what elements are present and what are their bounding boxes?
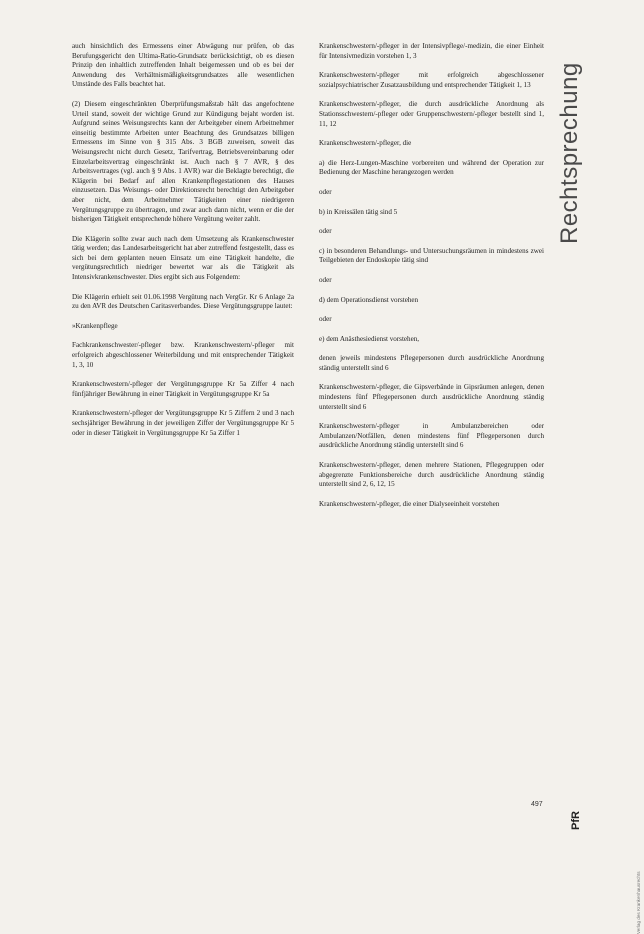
- paragraph: Die Klägerin sollte zwar auch nach dem Umsetzung als Krankenschwester tätig werden; das Landesarbeitsgericht hat aber zutreffend festgestellt, dass es sich bei dem geplanten neuen Einsatz um eine Tätigkeit handelte, die vergütungsrechtlich niedriger bewertet war als die Tätigkeit als Intensivkrankenschwester. Dies ergibt sich aus Folgendem:: [72, 234, 294, 282]
- paragraph: oder: [319, 227, 332, 236]
- paragraph: Krankenschwestern/-pfleger der Vergütungsgruppe Kr 5 Ziffern 2 und 3 nach sechsjähriger Bewährung in der jeweiligen Ziffer der Vergütungsgruppe Kr 5 oder in dieser Tätigkeit in Vergütungsgruppe Kr 5a Ziffer 1: [72, 409, 294, 437]
- paragraph: a) die Herz-Lungen-Maschine vorbereiten und während der Operation zur Bedienung der Maschine herangezogen werden: [319, 158, 544, 177]
- paragraph: Krankenschwestern/-pfleger, die einer Dialyseeinheit vorstehen: [319, 499, 500, 508]
- paragraph: c) in besonderen Behandlungs- und Untersuchungsräumen in mindestens zwei Teilgebieten der Endoskopie tätig sind: [319, 246, 544, 265]
- section-title: Rechtsprechung: [556, 62, 583, 244]
- journal-logo: PfR: [570, 811, 582, 830]
- left-column: [72, 42, 294, 448]
- paragraph: oder: [319, 275, 332, 284]
- paragraph: oder: [319, 187, 332, 196]
- paragraph: Krankenschwestern/-pfleger, die durch ausdrückliche Anordnung als Stationsschwestern/-pfleger oder Gruppenschwestern/-pfleger bestellt sind 1, 11, 12: [319, 100, 544, 128]
- paragraph: Krankenschwestern/-pfleger, denen mehrere Stationen, Pflegegruppen oder abgegrenzte Funktionsbereiche durch ausdrückliche Anordnung ständig unterstellt sind 2, 6, 12, 15: [319, 461, 544, 489]
- paragraph: Die Klägerin erhielt seit 01.06.1998 Vergütung nach VergGr. Kr 6 Anlage 2a zu den AVR des Deutschen Caritasverbandes. Diese Vergütungsgruppe lautet:: [72, 292, 294, 311]
- paragraph: denen jeweils mindestens Pflegepersonen durch ausdrückliche Anordnung ständig unterstellt sind 6: [319, 354, 544, 372]
- paragraph: Fachkrankenschwester/-pfleger bzw. Krankenschwestern/-pfleger mit erfolgreich abgeschlossener Weiterbildung und mit entsprechender Tätigkeit 1, 3, 10: [72, 341, 294, 369]
- paragraph: d) dem Operationsdienst vorstehen: [319, 295, 419, 304]
- publisher-note: Verlag des Krankenhausrechts: [636, 871, 641, 934]
- paragraph: e) dem Anästhesiedienst vorstehen,: [319, 334, 420, 343]
- paragraph: oder: [319, 315, 332, 324]
- paragraph: auch hinsichtlich des Ermessens einer Abwägung nur prüfen, ob das Berufungsgericht den Ultima-Ratio-Grundsatz berücksichtigt, ob es diesen Prinzip den inhaltlich zutreffenden Inhalt beigemessen und ob es bei der Anwendung des Verhältnismäßigkeitsgrundsatzes alle wesentlichen Umstände des Falls beachtet hat.: [72, 42, 294, 89]
- paragraph: b) in Kreissälen tätig sind 5: [319, 207, 398, 216]
- paragraph: Krankenschwestern/-pfleger der Vergütungsgruppe Kr 5a Ziffer 4 nach fünfjähriger Bewährung in einer Tätigkeit in Vergütungsgruppe Kr 5a: [72, 380, 294, 398]
- paragraph: Krankenschwestern/-pfleger mit erfolgreich abgeschlossener sozialpsychiatrischer Zusatzausbildung und entsprechender Tätigkeit 1, 13: [319, 71, 544, 89]
- paragraph: Krankenschwestern/-pfleger in der Intensivpflege/-medizin, die einer Einheit für Intensivmedizin vorstehen 1, 3: [319, 42, 544, 60]
- page-number: 497: [531, 801, 543, 808]
- paragraph: Krankenschwestern/-pfleger, die Gipsverbände in Gipsräumen anlegen, denen mindestens fünf Pflegepersonen durch ausdrückliche Anordnung ständig unterstellt sind 6: [319, 383, 544, 411]
- right-column: [319, 42, 544, 519]
- paragraph: (2) Diesem eingeschränkten Überprüfungsmaßstab hält das angefochtene Urteil stand, soweit der wichtige Grund zur Kündigung bejaht worden ist. Aufgrund seines Weisungsrechts kann der Arbeitgeber einem Arbeitnehmer einseitig bestimmte Arbeiten unter Beachtung des Grundsatzes billigen Ermessens im Sinne von § 315 Abs. 3 BGB zuweisen, soweit das Weisungsrecht nicht durch Gesetz, Tarifvertrag, Betriebsvereinbarung oder Einzelarbeitsvertrag eingeschränkt ist. Auch nach § 7 AVR, § des Arbeitsvertrages (vgl. auch § 9 Abs. 1 AVR) war die Beklagte berechtigt, die Klägerin bei Bedarf auf allen Krankenpflegestationen des Hauses einzusetzen. Das Weisungs- oder Direktionsrecht berechtigt den Arbeitgeber aber nicht, dem Arbeitnehmer Tätigkeiten einer niedrigeren Vergütungsgruppe zu übertragen, und zwar auch dann nicht, wenn er die der bisherigen Tätigkeit entsprechende höhere Vergütung weiter zahlt.: [72, 99, 294, 224]
- paragraph: Krankenschwestern/-pfleger, die: [319, 139, 412, 148]
- paragraph: »Krankenpflege: [72, 321, 118, 330]
- paragraph: Krankenschwestern/-pfleger in Ambulanzbereichen oder Ambulanzen/Notfällen, denen mindestens fünf Pflegepersonen durch ausdrückliche Anordnung ständig unterstellt sind 6: [319, 422, 544, 450]
